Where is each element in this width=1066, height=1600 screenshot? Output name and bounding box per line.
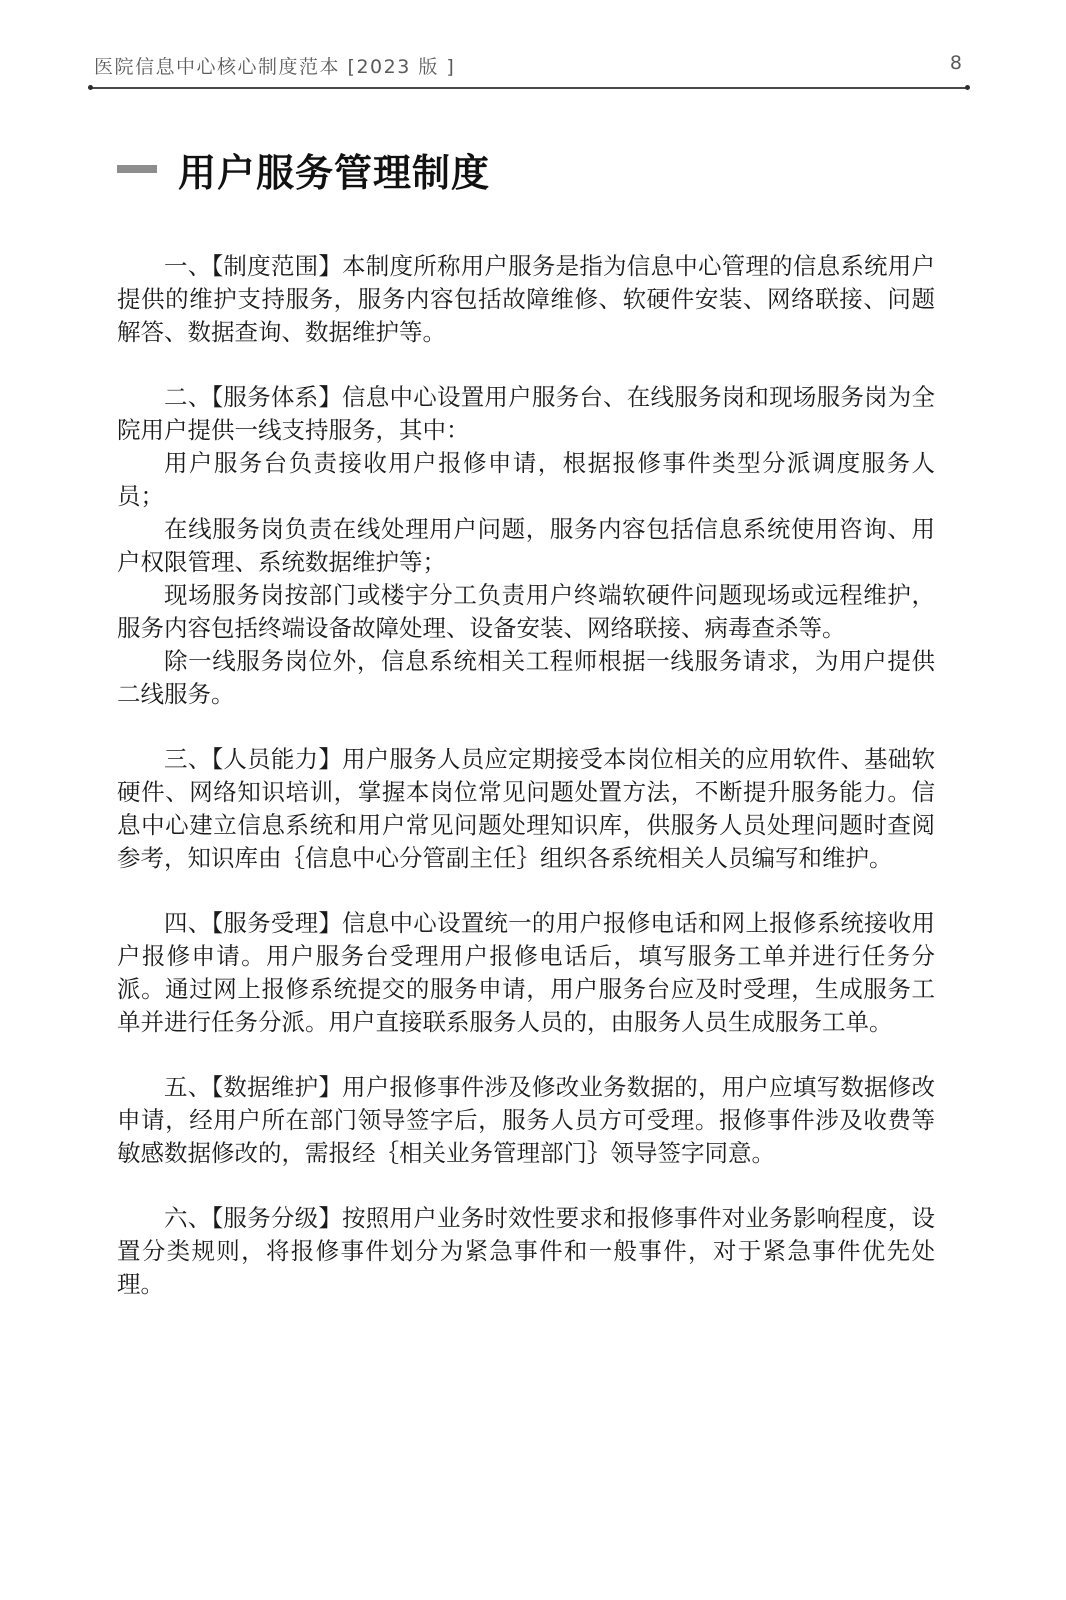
section-staff-capability bbox=[117, 743, 935, 875]
section-scope bbox=[117, 250, 935, 349]
title-accent-bar bbox=[117, 165, 157, 173]
paragraph: 六、【服务分级】按照用户业务时效性要求和报修事件对业务影响程度，设置分类规则，将报修事件划分为紧急事件和一般事件，对于紧急事件优先处理。 bbox=[117, 1204, 935, 1298]
section-service-system bbox=[117, 381, 935, 711]
page-title: 用户服务管理制度 bbox=[178, 151, 491, 195]
document-body bbox=[117, 250, 935, 1333]
paragraph: 除一线服务岗位外，信息系统相关工程师根据一线服务请求，为用户提供二线服务。 bbox=[117, 647, 935, 708]
section-service-grading bbox=[117, 1202, 935, 1301]
section-data-maintenance bbox=[117, 1071, 935, 1170]
page-header bbox=[90, 48, 968, 82]
paragraph: 五、【数据维护】用户报修事件涉及修改业务数据的，用户应填写数据修改申请，经用户所在部门领导签字后，服务人员方可受理。报修事件涉及收费等敏感数据修改的，需报经｛相关业务管理部门｝领导签字同意。 bbox=[117, 1073, 935, 1167]
header-divider bbox=[90, 87, 968, 89]
paragraph: 在线服务岗负责在线处理用户问题，服务内容包括信息系统使用咨询、用户权限管理、系统数据维护等； bbox=[117, 515, 935, 576]
section-service-acceptance bbox=[117, 907, 935, 1039]
paragraph: 用户服务台负责接收用户报修申请，根据报修事件类型分派调度服务人员； bbox=[117, 449, 935, 510]
page-number: 8 bbox=[949, 52, 962, 74]
divider-dot-left bbox=[88, 85, 93, 90]
paragraph: 一、【制度范围】本制度所称用户服务是指为信息中心管理的信息系统用户提供的维护支持服务，服务内容包括故障维修、软硬件安装、网络联接、问题解答、数据查询、数据维护等。 bbox=[117, 252, 935, 346]
paragraph: 二、【服务体系】信息中心设置用户服务台、在线服务岗和现场服务岗为全院用户提供一线支持服务，其中： bbox=[117, 383, 935, 444]
header-document-title: 医院信息中心核心制度范本 [2023 版 ] bbox=[94, 56, 456, 78]
paragraph: 三、【人员能力】用户服务人员应定期接受本岗位相关的应用软件、基础软硬件、网络知识培训，掌握本岗位常见问题处置方法，不断提升服务能力。信息中心建立信息系统和用户常见问题处理知识库，供服务人员处理问题时查阅参考，知识库由｛信息中心分管副主任｝组织各系统相关人员编写和维护。 bbox=[117, 745, 935, 872]
divider-dot-right bbox=[965, 85, 970, 90]
paragraph: 现场服务岗按部门或楼宇分工负责用户终端软硬件问题现场或远程维护，服务内容包括终端设备故障处理、设备安装、网络联接、病毒查杀等。 bbox=[117, 581, 935, 642]
paragraph: 四、【服务受理】信息中心设置统一的用户报修电话和网上报修系统接收用户报修申请。用户服务台受理用户报修电话后，填写服务工单并进行任务分派。通过网上报修系统提交的服务申请，用户服务台应及时受理，生成服务工单并进行任务分派。用户直接联系服务人员的，由服务人员生成服务工单。 bbox=[117, 909, 935, 1036]
